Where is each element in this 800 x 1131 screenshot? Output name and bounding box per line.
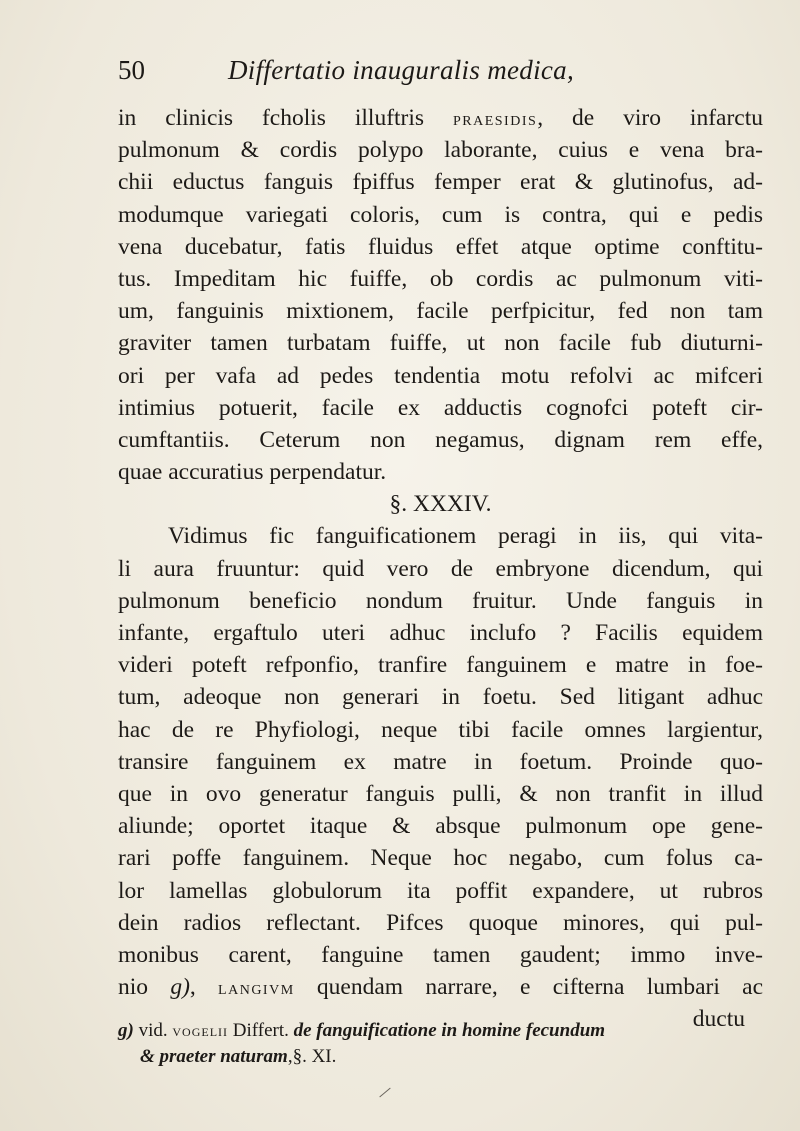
text-line: [118, 327, 763, 359]
text-segment: Vidimus fic fanguificationem peragi in iis, qui vita-: [168, 523, 763, 550]
text-segment: , de viro infarctu: [537, 105, 763, 131]
text-segment: transire fanguinem ex matre in foetum. Proinde quo-: [118, 748, 763, 775]
text-segment: chii eductus fanguis fpiffus femper erat & glutinofus, ad-: [118, 169, 763, 196]
text-segment: cumftantiis. Ceterum non negamus, dignam rem effe,: [118, 426, 763, 453]
section-heading: [118, 488, 763, 520]
text-line: [118, 971, 763, 1003]
text-segment: ori per vafa ad pedes tendentia motu refolvi ac mifceri: [118, 362, 763, 389]
text-segment: tus. Impeditam hic fuiffe, ob cordis ac pulmonum viti-: [118, 265, 763, 292]
text-line: [118, 907, 763, 939]
footnote-line-1: [118, 1018, 763, 1044]
text-line: [118, 553, 763, 585]
text-line: [118, 102, 763, 134]
text-segment: in clinicis fcholis illuftris: [118, 105, 453, 131]
body-text: [118, 102, 763, 1035]
text-segment: um, fanguinis mixtionem, facile perfpicitur, fed non tam: [118, 298, 763, 325]
text-segment: ,§. XI.: [287, 1046, 337, 1067]
text-segment: infante, ergaftulo uteri adhuc inclufo ? Facilis equidem: [118, 620, 763, 646]
text-segment: hac de re Phyfiologi, neque tibi facile omnes largientur,: [118, 716, 763, 743]
text-segment: vid.: [133, 1020, 173, 1041]
text-segment: lor lamellas globulorum ita poffit expandere, ut rubros: [118, 877, 763, 904]
text-line: [118, 681, 763, 713]
text-line: [118, 778, 763, 810]
text-segment: de fanguificatione in homine fecundum: [293, 1020, 606, 1041]
text-segment: praesidis: [452, 108, 538, 130]
text-line: [118, 424, 763, 456]
text-line: [118, 231, 763, 263]
text-line: [118, 263, 763, 295]
text-segment: ,: [189, 974, 219, 1001]
text-segment: intimius potuerit, facile ex adductis cognofci poteft cir-: [118, 394, 763, 421]
text-segment: langivm: [218, 977, 295, 1000]
text-segment: ductu: [692, 1006, 745, 1033]
text-line: [118, 714, 763, 746]
text-line: [118, 810, 763, 842]
text-line: [118, 649, 763, 681]
text-segment: pulmonum beneficio nondum fruitur. Unde fanguis in: [118, 587, 763, 614]
text-segment: videri poteft refponfio, tranfire fanguinem e matre in foe-: [118, 652, 763, 679]
text-line: [118, 134, 763, 166]
text-line: [118, 842, 763, 874]
text-segment: modumque variegati coloris, cum is contra, qui e pedis: [118, 201, 763, 228]
text-line: [118, 456, 763, 488]
stray-ink-mark: [379, 1088, 390, 1098]
text-segment: li aura fruuntur: quid vero de embryone dicendum, qui: [118, 555, 763, 582]
footnote-line-2: [118, 1044, 763, 1070]
text-segment: pulmonum & cordis polypo laborante, cuius e vena bra-: [118, 137, 763, 164]
text-segment: Differt.: [228, 1020, 294, 1041]
text-segment: tum, adeoque non generari in foetu. Sed litigant adhuc: [118, 684, 763, 711]
text-segment: & praeter naturam: [140, 1046, 288, 1067]
text-line: [118, 746, 763, 778]
text-line: [118, 585, 763, 617]
page-header: [118, 55, 758, 95]
text-segment: monibus carent, fanguine tamen gaudent; immo inve-: [118, 941, 763, 968]
text-line: [118, 939, 763, 971]
text-segment: graviter tamen turbatam fuiffe, ut non facile fub diuturni-: [118, 330, 763, 357]
page-number: 50: [118, 55, 145, 85]
text-line: [118, 520, 763, 552]
text-line: [118, 166, 763, 198]
text-segment: vena ducebatur, fatis fluidus effet atque optime conftitu-: [118, 233, 763, 260]
footnote-mark: g): [118, 1020, 134, 1041]
text-segment: rari poffe fanguinem. Neque hoc negabo, cum folus ca-: [118, 845, 763, 872]
text-line: [118, 360, 763, 392]
text-segment: dein radios reflectant. Pifces quoque minores, qui pul-: [118, 909, 763, 936]
text-segment: vogelii: [172, 1021, 229, 1040]
text-line: [118, 199, 763, 231]
text-line: [118, 617, 763, 649]
footnote: [118, 1018, 763, 1070]
text-line: [118, 875, 763, 907]
running-head: Differtatio inauguralis medica,: [228, 55, 575, 85]
text-segment: aliunde; oportet itaque & absque pulmonum ope gene-: [118, 813, 763, 840]
text-segment: g): [170, 974, 190, 1001]
text-segment: que in ovo generatur fanguis pulli, & non tranfit in illud: [118, 780, 763, 807]
text-segment: nio: [118, 974, 171, 1001]
text-segment: quendam narrare, e cifterna lumbari ac: [294, 974, 764, 1001]
text-segment: quae accuratius perpendatur.: [118, 459, 387, 486]
text-line: [118, 295, 763, 327]
text-segment: §. XXXIV.: [389, 491, 492, 518]
text-line: [118, 392, 763, 424]
